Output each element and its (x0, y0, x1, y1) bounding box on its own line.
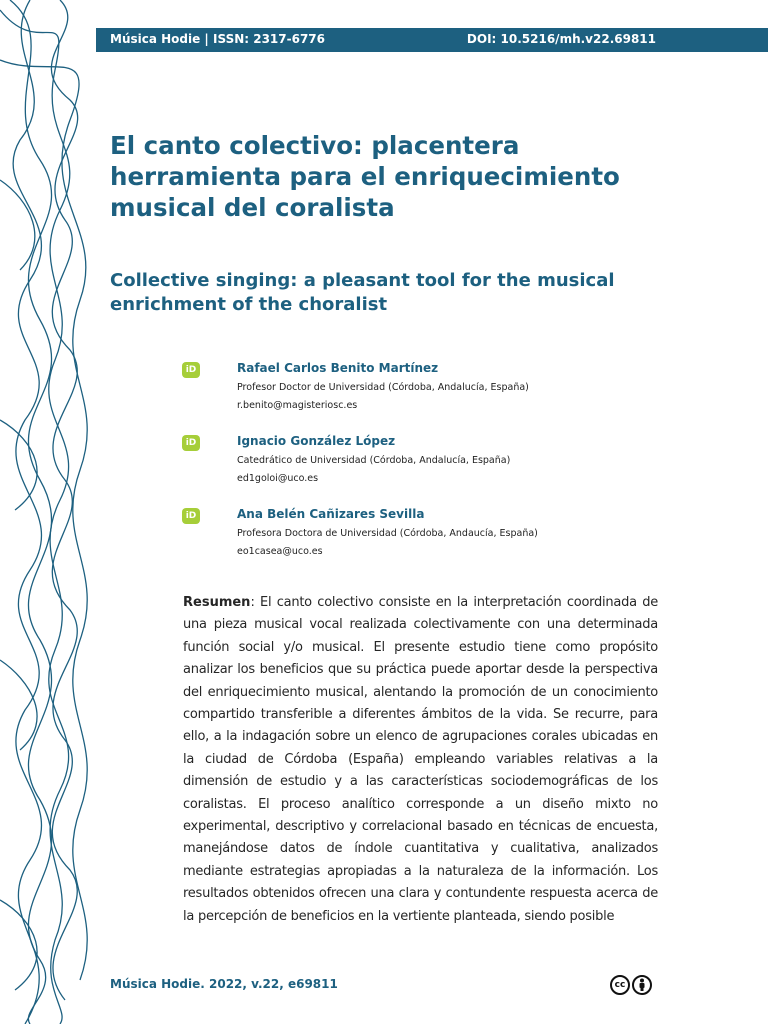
abstract (183, 592, 658, 928)
author-email: eo1casea@uco.es (237, 546, 323, 557)
creative-commons-by-icon (610, 974, 658, 996)
author-name: Ana Belén Cañizares Sevilla (237, 507, 425, 521)
footer-citation: Música Hodie. 2022, v.22, e69811 (110, 977, 338, 991)
journal-header-bar (96, 28, 768, 52)
title-spanish: El canto colectivo: placentera herramienta para el enriquecimiento musical del coralista (110, 131, 620, 222)
author-email: ed1goloi@uco.es (237, 473, 319, 484)
journal-issn: Música Hodie | ISSN: 2317-6776 (110, 32, 326, 46)
author-affiliation: Catedrático de Universidad (Córdoba, Andalucía, España) (237, 455, 511, 466)
author-affiliation: Profesora Doctora de Universidad (Córdoba, Andaucía, España) (237, 528, 538, 539)
abstract-text: : El canto colectivo consiste en la interpretación coordinada de una pieza musical vocal realizada colectivamente con una determinada función social y/o musical. El presente estudio tiene como propósito analizar los beneficios que su práctica puede aportar desde la perspectiva del enriquecimiento musical, alentando la promoción de un conocimiento compartido transferible a diferentes ámbitos de la vida. Se recurre, para ello, a la indagación sobre un elenco de agrupaciones corales ubicadas en la ciudad de Córdoba (España) empleando variables relativas a la dimensión de estudio y a las características sociodemográficas de los coralistas. El proceso analítico corresponde a un diseño mixto no experimental, descriptivo y correlacional basado en técnicas de encuesta, manejándose datos de índole cuantitativa y cualitativa, analizados mediante estrategias apropiadas a la naturaleza de la información. Los resultados obtenidos ofrecen una clara y contundente respuesta acerca de la percepción de beneficios en la vertiente planteada, siendo posible (183, 595, 658, 924)
cc-icon: cc (610, 975, 630, 995)
title-english: Collective singing: a pleasant tool for the musical enrichment of the choralist (110, 270, 615, 315)
author-email: r.benito@magisteriosc.es (237, 400, 358, 411)
author-name: Rafael Carlos Benito Martínez (237, 361, 439, 375)
orcid-icon[interactable]: iD (182, 435, 200, 451)
orcid-icon[interactable]: iD (182, 508, 200, 524)
attribution-icon (632, 975, 652, 995)
author-name: Ignacio González López (237, 434, 396, 448)
author-affiliation: Profesor Doctor de Universidad (Córdoba, Andalucía, España) (237, 382, 529, 393)
abstract-label: Resumen (183, 595, 251, 610)
doi: DOI: 10.5216/mh.v22.69811 (466, 32, 656, 46)
decorative-wave-pattern (0, 0, 105, 1024)
orcid-icon[interactable]: iD (182, 362, 200, 378)
